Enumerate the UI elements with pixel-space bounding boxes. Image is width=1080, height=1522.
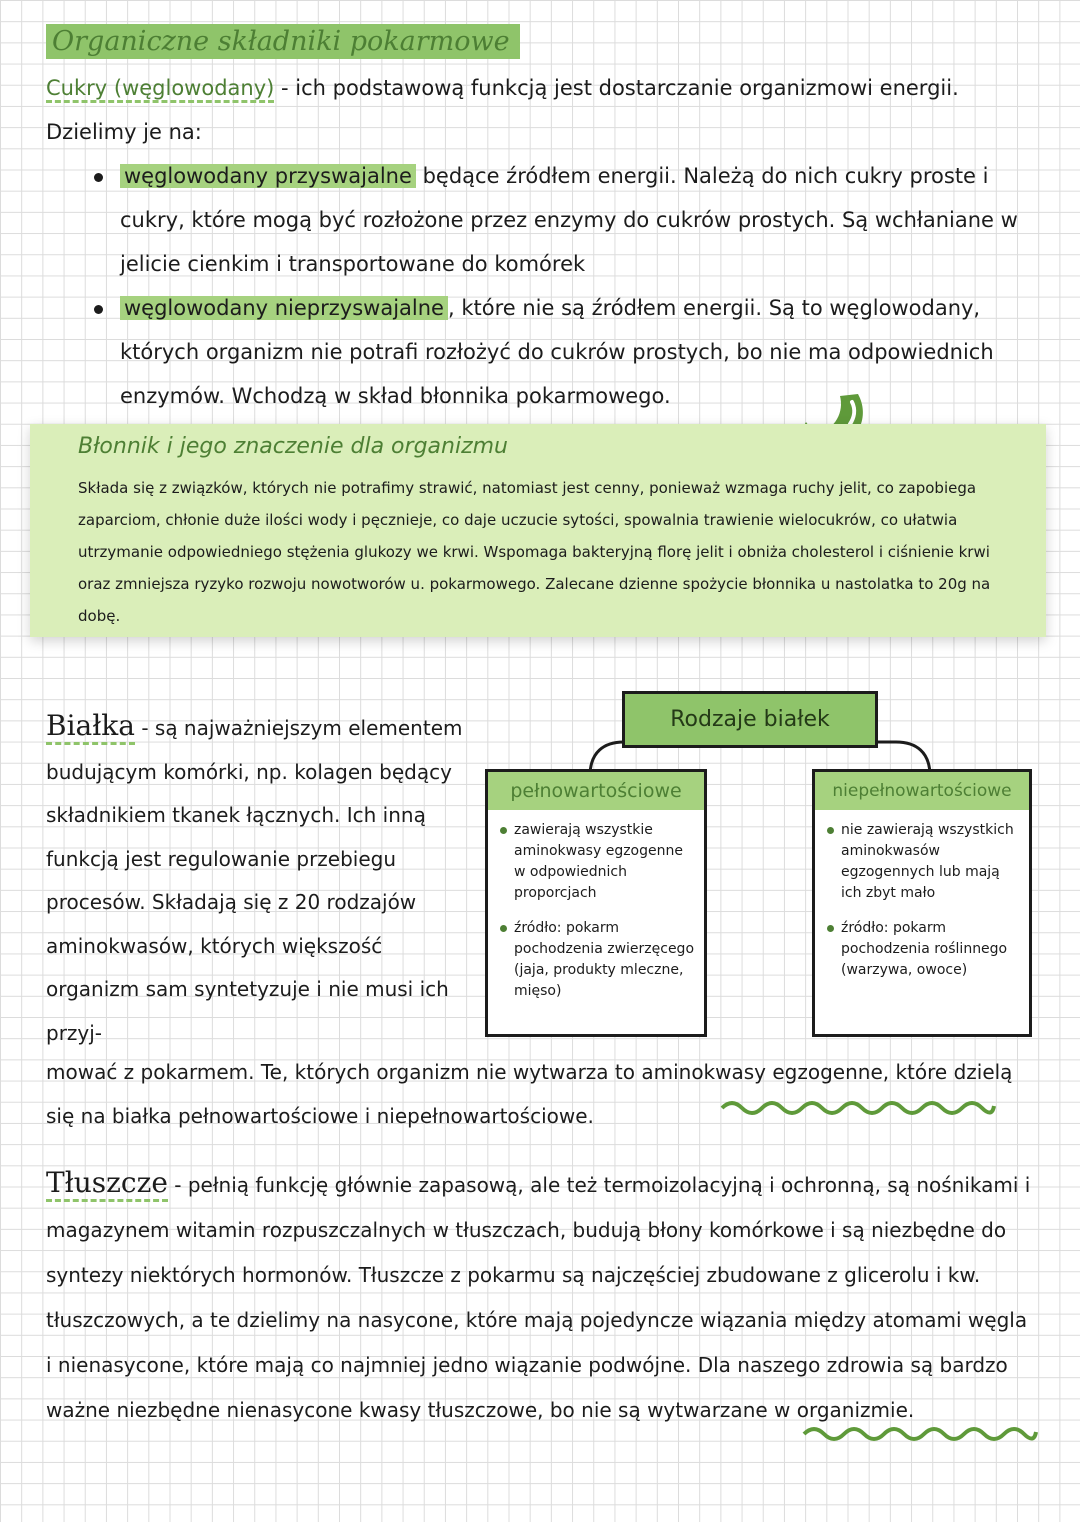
card-title: pełnowartościowe (488, 772, 704, 810)
list-item (120, 154, 1020, 286)
bullet-icon (500, 925, 507, 932)
card-body (488, 810, 704, 1022)
page-title: Organiczne składniki pokarmowe (46, 24, 520, 59)
fats-text-block (46, 1160, 1036, 1433)
carbs-item-text: , które nie są źródłem energii. Są to węglowodany, których organizm nie potrafi rozłożyć do cukrów prostych, bo nie ma odpowiednich enzymów. Wchodzą w skład błonnika pokarmowego. (120, 296, 994, 408)
carbs-item-term: węglowodany przyswajalne (120, 164, 416, 188)
proteins-term: Białka (46, 709, 135, 745)
carbs-item-text: będące źródłem energii. Należą do nich cukry proste i cukry, które mogą być rozłożone przez enzymy do cukrów prostych. Są wchłaniane w jelicie cienkim i transportowane do komórek (120, 164, 1018, 276)
protein-types-title: Rodzaje białek (622, 691, 878, 748)
list-item: źródło: pokarm pochodzenia zwierzęcego (jaja, produkty mleczne, mięso) (514, 918, 694, 1002)
wavy-underline-icon (718, 1096, 998, 1116)
carbs-section (46, 66, 1036, 418)
list-item (120, 286, 1020, 418)
fiber-title: Błonnik i jego znaczenie dla organizmu (78, 434, 508, 459)
bullet-icon (500, 827, 507, 834)
carbs-list (120, 154, 1020, 418)
protein-type-card (812, 769, 1032, 1037)
carbs-term: Cukry (węglowodany) (46, 76, 274, 103)
list-item: zawierają wszystkie aminokwasy egzogenne w odpowiednich proporcjach (514, 820, 694, 904)
bullet-icon (827, 925, 834, 932)
protein-type-card (485, 769, 707, 1037)
fiber-text: Składa się z związków, których nie potrafimy strawić, natomiast jest cenny, ponieważ wzmaga ruchy jelit, co zapobiega zaparciom, chłonie duże ilości wody i pęcznieje, co daje uczucie sytości, spowalnia trawienie wielocukrów, co ułatwia utrzymanie odpowiedniego stężenia glukozy we krwi. Wspomaga bakteryjną florę jelit i obniża cholesterol i ciśnienie krwi oraz zmniejsza ryzyko rozwoju nowotworów u. pokarmowego. Zalecane dzienne spożycie błonnika u nastolatka to 20g na dobę. (78, 479, 991, 625)
fiber-note (30, 424, 1046, 637)
card-body (815, 810, 1029, 1001)
bullet-icon (94, 305, 103, 314)
fats-term: Tłuszcze (46, 1166, 168, 1202)
list-item: źródło: pokarm pochodzenia roślinnego (warzywa, owoce) (841, 918, 1019, 981)
proteins-text-continued: mować z pokarmem. Te, których organizm nie wytwarza to aminokwasy egzogenne, które dzielą się na białka pełnowartościowe i niepełnowartościowe. (46, 1060, 1013, 1128)
proteins-text-block (46, 704, 466, 1055)
carbs-item-term: węglowodany nieprzyswajalne (120, 296, 448, 320)
proteins-text: - są najważniejszym elementem budującym komórki, np. kolagen będący składnikiem tkanek łącznych. Ich inną funkcją jest regulowanie przebiegu procesów. Składają się z 20 rodzajów aminokwasów, których większość organizm sam syntetyzuje i nie musi ich przyj- (46, 716, 463, 1045)
card-title: niepełnowartościowe (815, 772, 1029, 810)
wavy-underline-icon (800, 1422, 1040, 1442)
fats-text: - pełnią funkcję głównie zapasową, ale też termoizolacyjną i ochronną, są nośnikami i magazynem witamin rozpuszczalnych w tłuszczach, budują błony komórkowe i są niezbędne do syntezy niektórych hormonów. Tłuszcze z pokarmu są najczęściej zbudowane z glicerolu i kw. tłuszczowych, a te dzielimy na nasycone, które mają pojedyncze wiązania między atomami węgla i nienasycone, które mają co najmniej jedno wiązanie podwójne. Dla naszego zdrowia są bardzo ważne niezbędne nienasycone kwasy tłuszczowe, bo nie są wytwarzane w organizmie. (46, 1173, 1031, 1422)
list-item: nie zawierają wszystkich aminokwasów egzogennych lub mają ich zbyt mało (841, 820, 1019, 904)
bullet-icon (94, 173, 103, 182)
bullet-icon (827, 827, 834, 834)
carbs-intro: - ich podstawową funkcją jest dostarczanie organizmowi energii. Dzielimy je na: (46, 76, 959, 144)
